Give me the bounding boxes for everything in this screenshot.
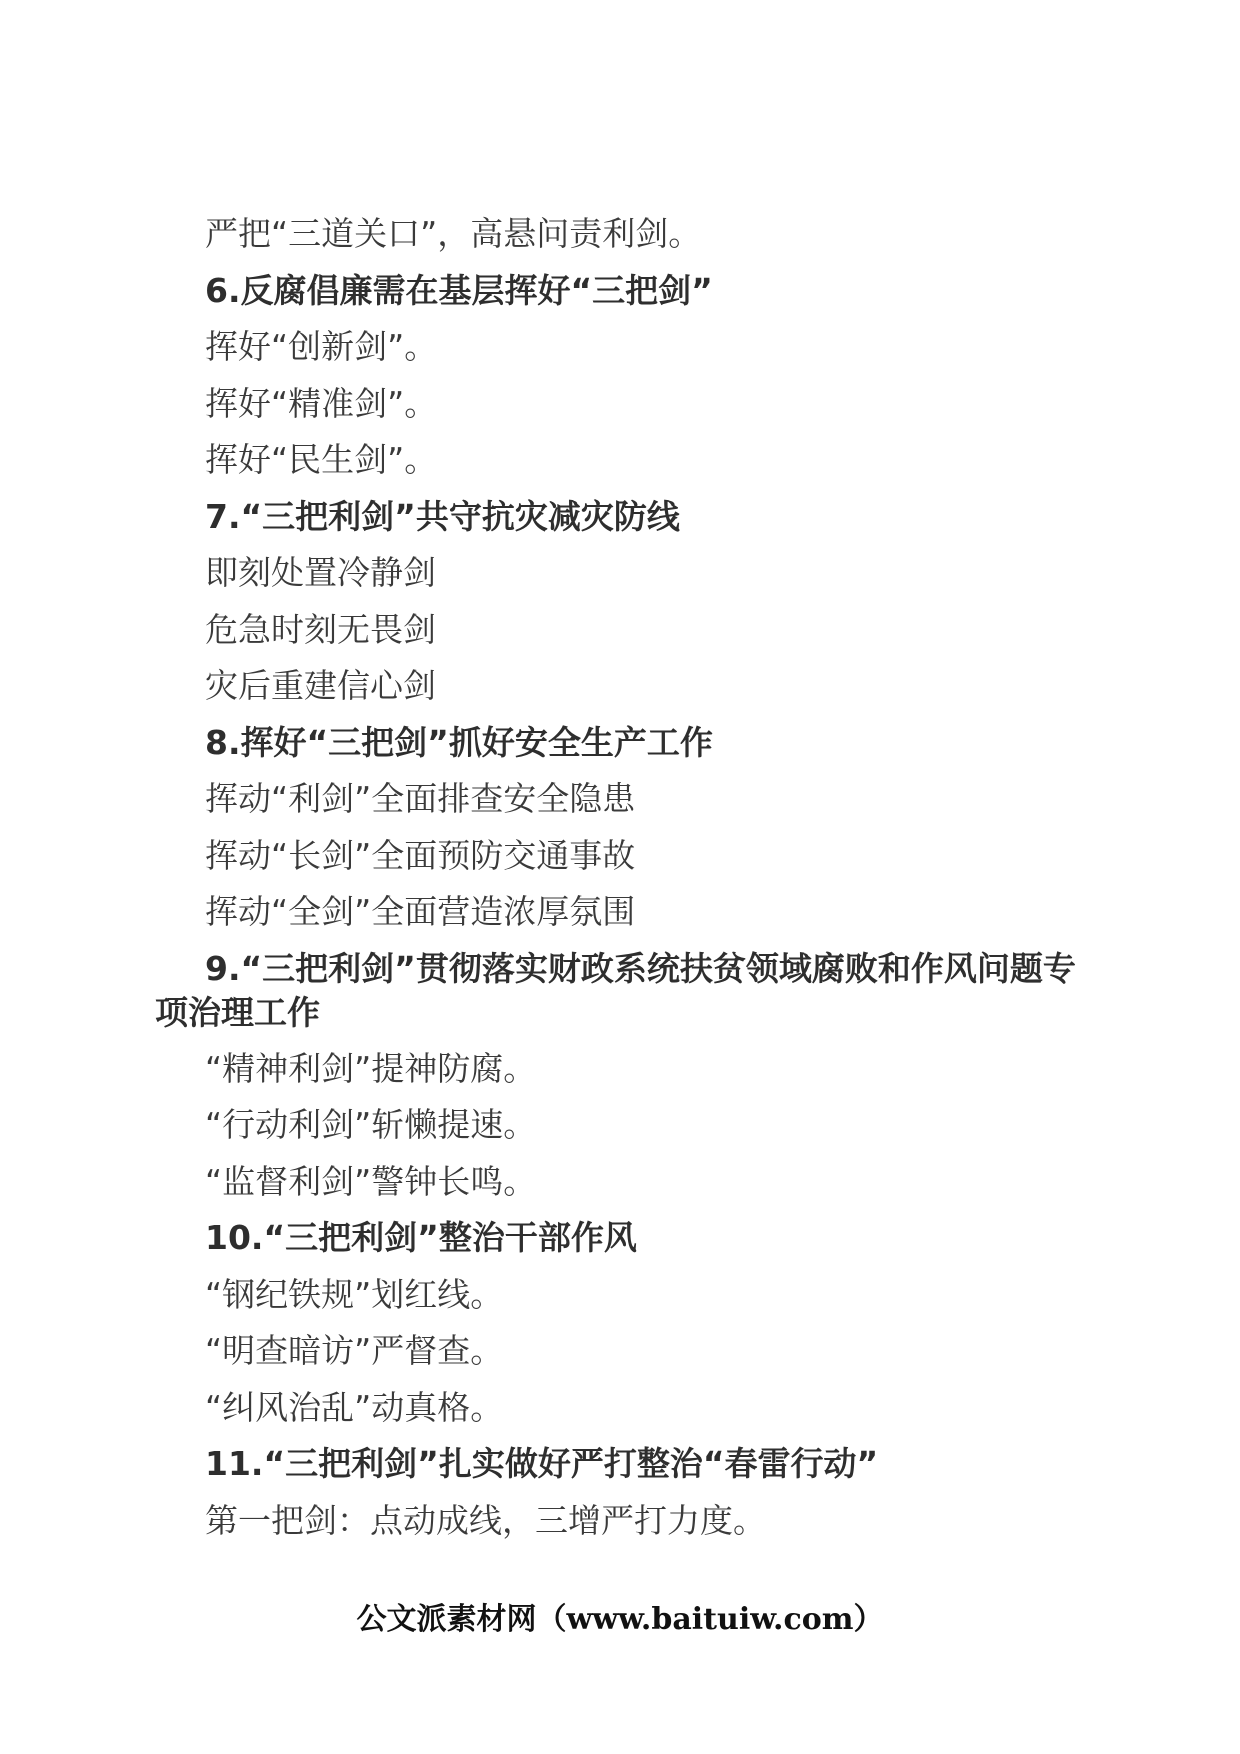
body-line: 严把“三道关口”，高悬问责利剑。 <box>205 214 702 253</box>
section-heading-8: 8.挥好“三把剑”抓好安全生产工作 <box>205 722 713 762</box>
body-line: “精神利剑”提神防腐。 <box>205 1048 537 1088</box>
section-heading-11: 11.“三把利剑”扎实做好严打整治“春雷行动” <box>205 1444 879 1483</box>
body-line: 即刻处置冷静剑 <box>205 553 436 592</box>
body-line: 挥好“精准剑”。 <box>205 383 438 423</box>
body-line: 挥动“全剑”全面营造浓厚氛围 <box>205 892 636 931</box>
body-line: “纠风治乱”动真格。 <box>205 1387 504 1427</box>
body-line: 挥动“长剑”全面预防交通事故 <box>205 835 636 875</box>
section-heading-9: 9.“三把利剑”贯彻落实财政系统扶贫领域腐败和作风问题专项治理工作 <box>155 948 1076 1032</box>
body-line: “明查暗访”严督查。 <box>205 1331 504 1370</box>
body-line: 第一把剑：点动成线，三增严打力度。 <box>205 1500 766 1540</box>
body-line: 挥动“利剑”全面排查安全隐患 <box>205 779 636 818</box>
page-footer-watermark: 公文派素材网（www.baituiw.com） <box>356 1602 884 1637</box>
body-line: “钢纪铁规”划红线。 <box>205 1274 504 1314</box>
body-line: 挥好“创新剑”。 <box>205 327 438 366</box>
body-line: “行动利剑”斩懒提速。 <box>205 1105 537 1144</box>
body-line: 灾后重建信心剑 <box>205 666 436 705</box>
body-line: 挥好“民生剑”。 <box>205 440 438 479</box>
section-heading-7: 7.“三把利剑”共守抗灾减灾防线 <box>205 496 680 536</box>
document-body <box>155 206 1085 1549</box>
body-line: “监督利剑”警钟长鸣。 <box>205 1161 537 1201</box>
body-line: 危急时刻无畏剑 <box>205 609 436 649</box>
section-heading-6: 6.反腐倡廉需在基层挥好“三把剑” <box>205 270 713 310</box>
section-heading-10: 10.“三把利剑”整治干部作风 <box>205 1218 637 1257</box>
